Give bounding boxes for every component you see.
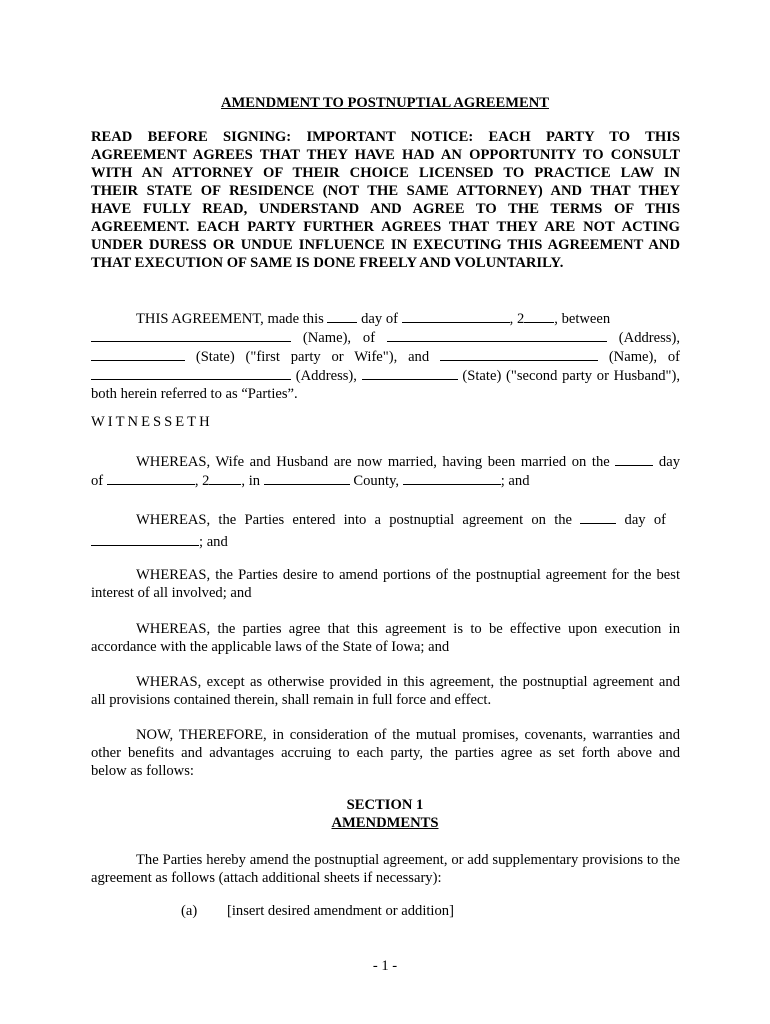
notice-line: HAVE FULLY READ, UNDERSTAND AND AGREE TO THE TERMS OF THIS (91, 201, 680, 217)
marriage-county-blank[interactable] (264, 471, 350, 485)
parties-text: (Name), of (608, 349, 681, 365)
whereas-text: day of (624, 512, 666, 528)
page-number: - 1 - (372, 958, 398, 974)
whereas-text: , 2 (194, 473, 210, 489)
now-therefore-text: NOW, THEREFORE, in consideration of the mutual promises, covenants, warranties and (136, 727, 680, 743)
whereas-text: interest of all involved; and (91, 585, 252, 601)
whereas-text: , in (241, 473, 261, 489)
parties-text: (Address), (618, 330, 680, 346)
whereas-text: ; and (500, 473, 530, 489)
parties-text: (Address), (295, 368, 357, 384)
parties-text: THIS AGREEMENT, made this (136, 311, 324, 327)
whereas-married-paragraph (91, 452, 680, 490)
year-blank[interactable] (524, 309, 554, 323)
parties-text: day of (361, 311, 399, 327)
second-party-state-blank[interactable] (362, 366, 458, 380)
marriage-month-blank[interactable] (107, 471, 195, 485)
whereas-text: accordance with the applicable laws of the State of Iowa; and (91, 639, 450, 655)
important-notice (91, 128, 680, 272)
first-party-name-blank[interactable] (91, 328, 291, 342)
whereas-text: day (658, 454, 680, 470)
whereas-text: all provisions contained therein, shall remain in full force and effect. (91, 692, 492, 708)
whereas-text: ; and (199, 534, 228, 550)
document-title: AMENDMENT TO POSTNUPTIAL AGREEMENT (220, 95, 549, 111)
month-blank[interactable] (402, 309, 510, 323)
parties-text: , 2 (509, 311, 525, 327)
parties-text: (State) ("first party or Wife"), and (195, 349, 430, 365)
notice-line: THAT EXECUTION OF SAME IS DONE FREELY AND VOLUNTARILY. (91, 255, 564, 271)
section-number: SECTION 1 (346, 797, 424, 813)
agreement-date-blank[interactable] (91, 532, 199, 546)
notice-line: THEIR STATE OF RESIDENCE (NOT THE SAME ATTORNEY) AND THAT THEY (91, 183, 680, 199)
whereas-text: WHEREAS, the Parties entered into a postnuptial agreement on the (136, 512, 573, 528)
whereas-amend-paragraph (91, 566, 680, 602)
whereas-text: County, (353, 473, 400, 489)
amendments-text: agreement as follows (attach additional sheets if necessary): (91, 870, 442, 886)
first-party-state-blank[interactable] (91, 347, 185, 361)
now-therefore-text: other benefits and advantages accruing to each party, the parties agree as set forth above and (91, 745, 680, 761)
notice-line: AGREEMENT AGREES THAT THEY HAVE HAD AN OPPORTUNITY TO CONSULT (91, 147, 680, 163)
parties-paragraph (91, 309, 680, 403)
witnesseth-heading: WITNESSETH (91, 414, 213, 430)
whereas-text: WHEREAS, the parties agree that this agreement is to be effective upon execution in (136, 621, 680, 637)
notice-line: AGREEMENT. EACH PARTY FURTHER AGREES THAT THEY ARE NOT ACTING (91, 219, 680, 235)
whereas-text: of (91, 473, 104, 489)
notice-line: READ BEFORE SIGNING: IMPORTANT NOTICE: EACH PARTY TO THIS (91, 129, 680, 145)
now-therefore-paragraph (91, 726, 680, 780)
amendment-item-label: (a) (181, 903, 198, 919)
now-therefore-text: below as follows: (91, 763, 194, 779)
agreement-day-blank[interactable] (580, 510, 616, 524)
parties-text: (Name), of (302, 330, 376, 346)
marriage-day-blank[interactable] (615, 452, 653, 466)
whereas-text: WHEREAS, Wife and Husband are now married, having been married on the (136, 454, 610, 470)
notice-line: UNDER DURESS OR UNDUE INFLUENCE IN EXECUTING THIS AGREEMENT AND (91, 237, 680, 253)
whereas-effective-paragraph (91, 620, 680, 656)
section-title: AMENDMENTS (331, 815, 439, 831)
whereas-provisions-paragraph (91, 673, 680, 709)
amendments-text: The Parties hereby amend the postnuptial agreement, or add supplementary provisions to the (136, 852, 680, 868)
day-blank[interactable] (327, 309, 357, 323)
second-party-name-blank[interactable] (440, 347, 598, 361)
amendment-item (181, 903, 454, 920)
notice-line: WITH AN ATTORNEY OF THEIR CHOICE LICENSED TO PRACTICE LAW IN (91, 165, 680, 181)
amendment-item-text[interactable]: [insert desired amendment or addition] (227, 903, 454, 919)
marriage-state-blank[interactable] (403, 471, 501, 485)
parties-text: both herein referred to as “Parties”. (91, 386, 298, 402)
first-party-address-blank[interactable] (387, 328, 607, 342)
whereas-text: WHEREAS, the Parties desire to amend portions of the postnuptial agreement for the best (136, 567, 680, 583)
second-party-address-blank[interactable] (91, 366, 291, 380)
marriage-year-blank[interactable] (209, 471, 241, 485)
amendments-paragraph (91, 851, 680, 887)
parties-text: , between (554, 311, 611, 327)
parties-text: (State) ("second party or Husband"), (462, 368, 681, 384)
whereas-agreement-paragraph (91, 510, 666, 551)
whereas-text: WHERAS, except as otherwise provided in this agreement, the postnuptial agreement and (136, 674, 680, 690)
